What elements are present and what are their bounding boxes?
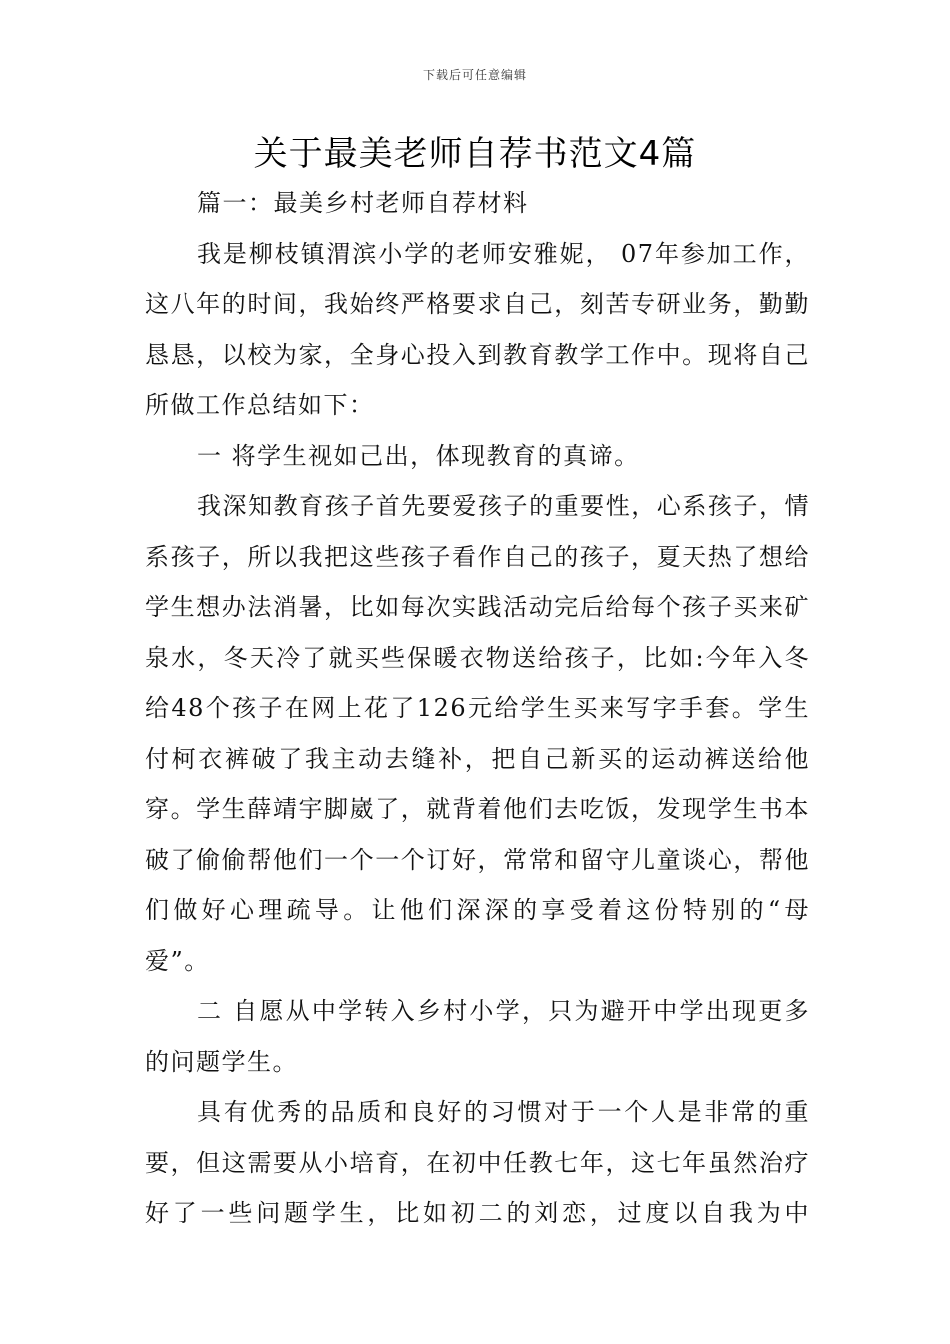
body-paragraph: 具有优秀的品质和良好的习惯对于一个人是非常的重要，但这需要从小培育，在初中任教七年，这七年虽然治疗好了一些问题学生，比如初二的刘恋，过度以自我为中 xyxy=(145,1098,810,1227)
section-heading: 一 将学生视如己出，体现教育的真谛。 xyxy=(197,441,640,470)
section-heading: 篇一：最美乡村老师自荐材料 xyxy=(197,189,529,217)
document-body xyxy=(145,178,810,1239)
body-paragraph: 我深知教育孩子首先要爱孩子的重要性，心系孩子，情系孩子，所以我把这些孩子看作自己的孩子，夏天热了想给学生想办法消暑，比如每次实践活动完后给每个孩子买来矿泉水，冬天冷了就买些保暖衣物送给孩子，比如:今年入冬给48个孩子在网上花了126元给学生买来写字手套。学生付柯衣裤破了我主动去缝补，把自己新买的运动裤送给他穿。学生薛靖宇脚崴了，就背着他们去吃饭，发现学生书本破了偷偷帮他们一个一个订好，常常和留守儿童谈心，帮他们做好心理疏导。让他们深深的享受着这份特别的“母爱”。 xyxy=(145,492,810,975)
section-heading: 二 自愿从中学转入乡村小学，只为避开中学出现更多的问题学生。 xyxy=(145,997,810,1076)
body-paragraph: 我是柳枝镇渭滨小学的老师安雅妮， 07年参加工作，这八年的时间，我始终严格要求自己，刻苦专研业务，勤勤恳恳，以校为家，全身心投入到教育教学工作中。现将自己所做工作总结如下： xyxy=(145,239,810,419)
document-title: 关于最美老师自荐书范文4篇 xyxy=(253,134,697,174)
header-note: 下载后可任意编辑 xyxy=(422,68,527,82)
